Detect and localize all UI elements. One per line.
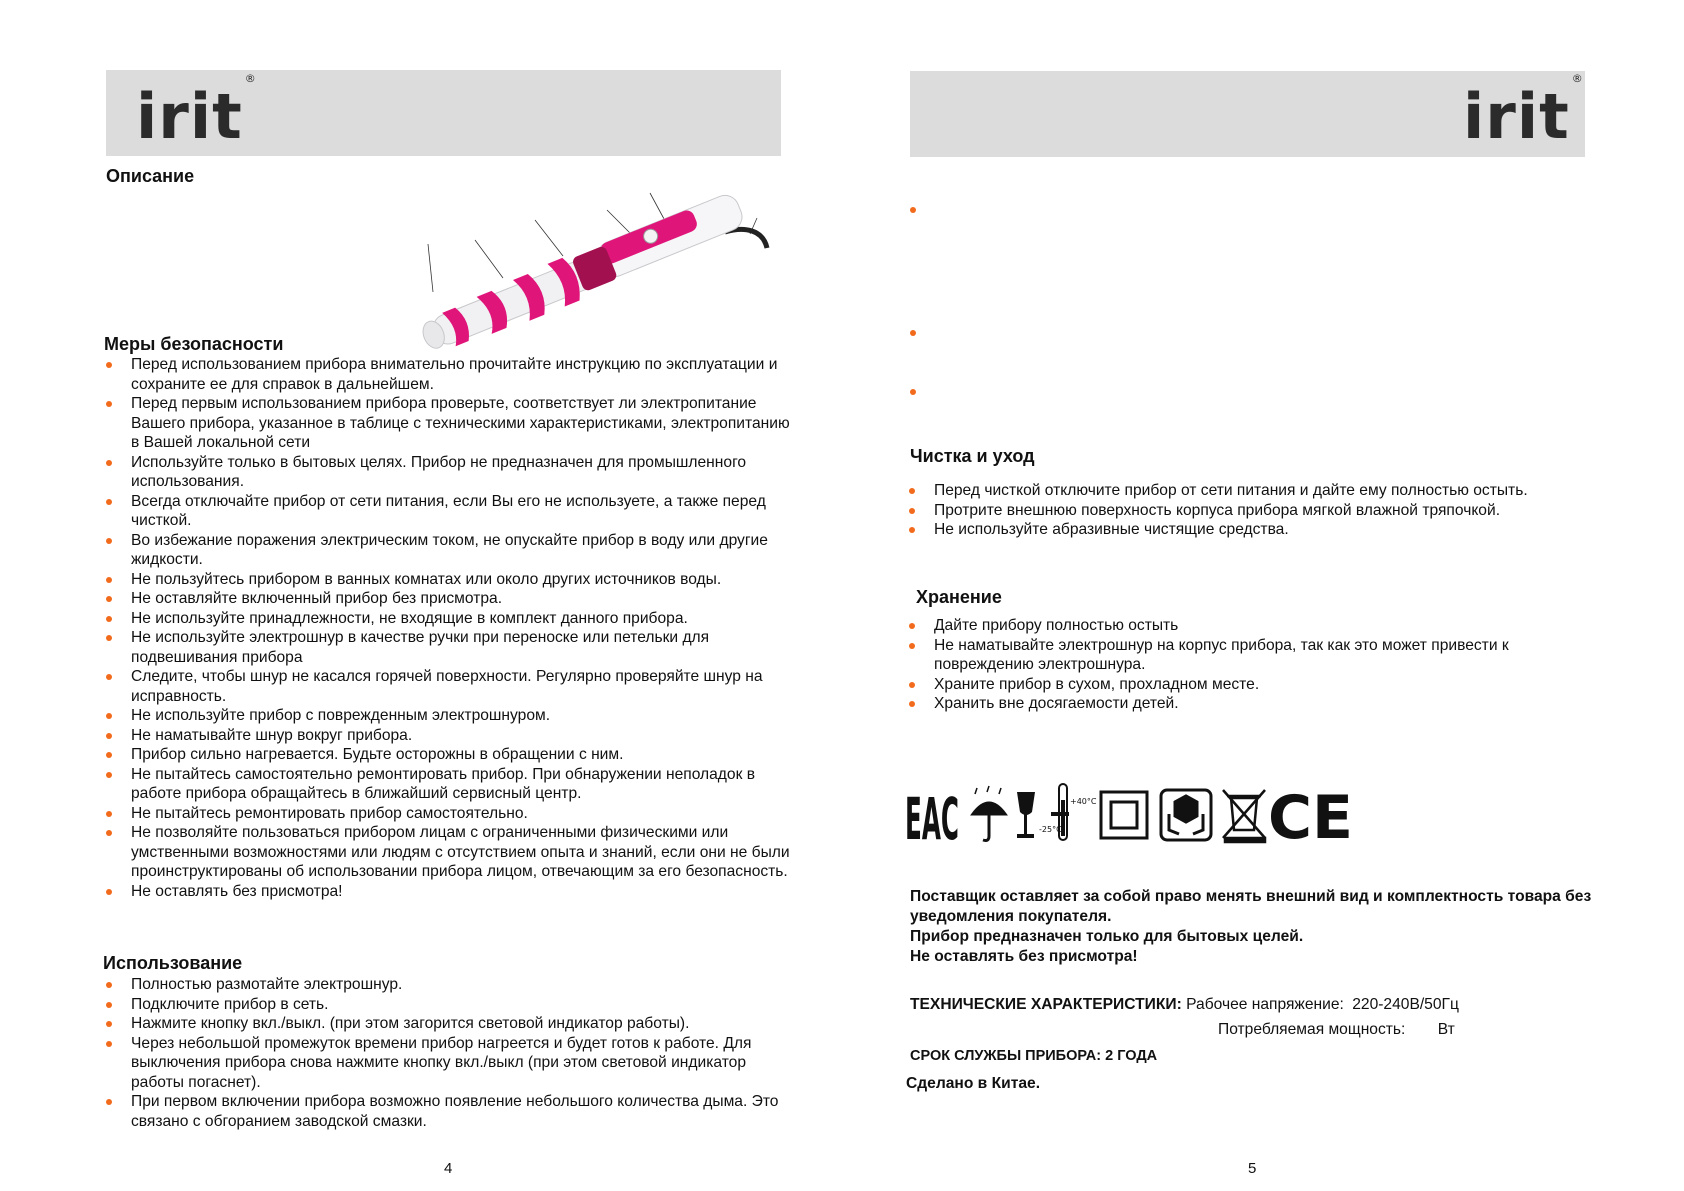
list-item: Не наматывайте электрошнур на корпус прибора, так как это может привести к повреждению электрошнура. <box>906 636 1596 675</box>
made-in: Сделано в Китае. <box>906 1075 1041 1092</box>
tech-specs-line: ТЕХНИЧЕСКИЕ ХАРАКТЕРИСТИКИ: Рабочее напряжение: 220-240В/50Гц <box>910 996 1459 1013</box>
curler-product-image <box>395 186 770 326</box>
list-item: При первом включении прибора возможно появление небольшого количества дыма. Это связано с обгоранием заводской смазки. <box>103 1092 793 1131</box>
list-item: Не позволяйте пользоваться прибором лицам с ограниченными физическими или умственными возможностями или людям с отсутствием опыта и знаний, если они не были проинструктированы об использовании прибора лицом, отвечающим за его безопасность. <box>103 823 793 882</box>
list-item: Перед чисткой отключите прибор от сети питания и дайте ему полностью остыть. <box>906 481 1596 501</box>
certification-symbols <box>905 780 1354 853</box>
brand-logo-left: irit® <box>136 72 257 153</box>
list-item: Перед использованием прибора внимательно прочитайте инструкцию по эксплуатации и сохраните ее для справок в дальнейшем. <box>103 355 793 394</box>
eac-mark-icon <box>905 785 959 853</box>
safety-list <box>103 355 793 901</box>
temperature-limit-icon <box>1039 784 1097 840</box>
list-item: Не используйте принадлежности, не входящие в комплект данного прибора. <box>103 609 793 629</box>
list-item: Не пытайтесь самостоятельно ремонтировать прибор. При обнаружении неполадок в работе прибора обращайтесь в ближайший сервисный центр. <box>103 765 793 804</box>
supplier-notice <box>910 887 1600 967</box>
list-item: Храните прибор в сухом, прохладном месте. <box>906 675 1596 695</box>
list-item: Не пытайтесь ремонтировать прибор самостоятельно. <box>103 804 793 824</box>
umbrella-icon <box>973 786 1005 841</box>
notice-line: Не оставлять без присмотра! <box>910 948 1138 965</box>
service-life: СРОК СЛУЖБЫ ПРИБОРА: 2 ГОДА <box>910 1048 1158 1064</box>
list-item: Перед первым использованием прибора проверьте, соответствует ли электропитание Вашего прибора, указанное в таблице с техническими характеристиками, электропитанию в Вашей локальной сети <box>103 394 793 453</box>
description-heading: Описание <box>106 166 195 186</box>
list-item: Не оставляйте включенный прибор без присмотра. <box>103 589 793 609</box>
ce-mark-icon <box>1268 783 1353 853</box>
double-insulation-icon <box>1101 792 1147 838</box>
notice-line: Поставщик оставляет за собой право менять внешний вид и комплектность товара без уведомления покупателя. <box>910 888 1592 925</box>
svg-text:CE: CE <box>1268 783 1354 853</box>
list-item: Нажмите кнопку вкл./выкл. (при этом загорится световой индикатор работы). <box>103 1014 793 1034</box>
list-item: Не пользуйтесь прибором в ванных комнатах или около других источников воды. <box>103 570 793 590</box>
svg-text:+40°C: +40°C <box>1070 797 1097 806</box>
page-number-left: 4 <box>444 1160 453 1177</box>
list-item: Через небольшой промежуток времени прибор нагреется и будет готов к работе. Для выключения прибора снова нажмите кнопку вкл./выкл (при этом световой индикатор работы погаснет). <box>103 1034 793 1093</box>
package-handling-icon <box>1161 790 1211 840</box>
list-item: Не используйте электрошнур в качестве ручки при переноске или петельки для подвешивания прибора <box>103 628 793 667</box>
list-item: Не используйте абразивные чистящие средства. <box>906 520 1596 540</box>
notice-line: Прибор предназначен только для бытовых целей. <box>910 928 1304 945</box>
weee-bin-icon <box>1223 790 1265 842</box>
list-item: Дайте прибору полностью остыть <box>906 616 1596 636</box>
list-item: Прибор сильно нагревается. Будьте осторожны в обращении с ним. <box>103 745 793 765</box>
fragile-glass-icon <box>1017 792 1035 838</box>
safety-heading: Меры безопасности <box>104 334 284 354</box>
svg-text:-25°C: -25°C <box>1039 825 1062 834</box>
cleaning-heading: Чистка и уход <box>910 446 1035 466</box>
list-item: Во избежание поражения электрическим током, не опускайте прибор в воду или другие жидкости. <box>103 531 793 570</box>
list-item: Следите, чтобы шнур не касался горячей поверхности. Регулярно проверяйте шнур на исправность. <box>103 667 793 706</box>
storage-heading: Хранение <box>916 587 1002 607</box>
list-item: Протрите внешнюю поверхность корпуса прибора мягкой влажной тряпочкой. <box>906 501 1596 521</box>
bullet-marker <box>910 330 916 336</box>
page-number-right: 5 <box>1248 1160 1257 1177</box>
svg-text:ЕАС: ЕАС <box>905 785 959 853</box>
list-item: Не наматывайте шнур вокруг прибора. <box>103 726 793 746</box>
list-item: Не используйте прибор с поврежденным электрошнуром. <box>103 706 793 726</box>
list-item: Хранить вне досягаемости детей. <box>906 694 1596 714</box>
list-item: Не оставлять без присмотра! <box>103 882 793 902</box>
usage-list <box>103 975 793 1131</box>
power-line: Потребляемая мощность: Вт <box>1218 1021 1455 1038</box>
bullet-marker <box>910 207 916 213</box>
storage-list <box>906 616 1596 714</box>
list-item: Подключите прибор в сеть. <box>103 995 793 1015</box>
list-item: Полностью размотайте электрошнур. <box>103 975 793 995</box>
list-item: Используйте только в бытовых целях. Прибор не предназначен для промышленного использования. <box>103 453 793 492</box>
usage-heading: Использование <box>103 953 243 973</box>
cleaning-list <box>906 481 1596 540</box>
brand-logo-right: irit® <box>1463 72 1584 153</box>
bullet-marker <box>910 389 916 395</box>
list-item: Всегда отключайте прибор от сети питания, если Вы его не используете, а также перед чисткой. <box>103 492 793 531</box>
